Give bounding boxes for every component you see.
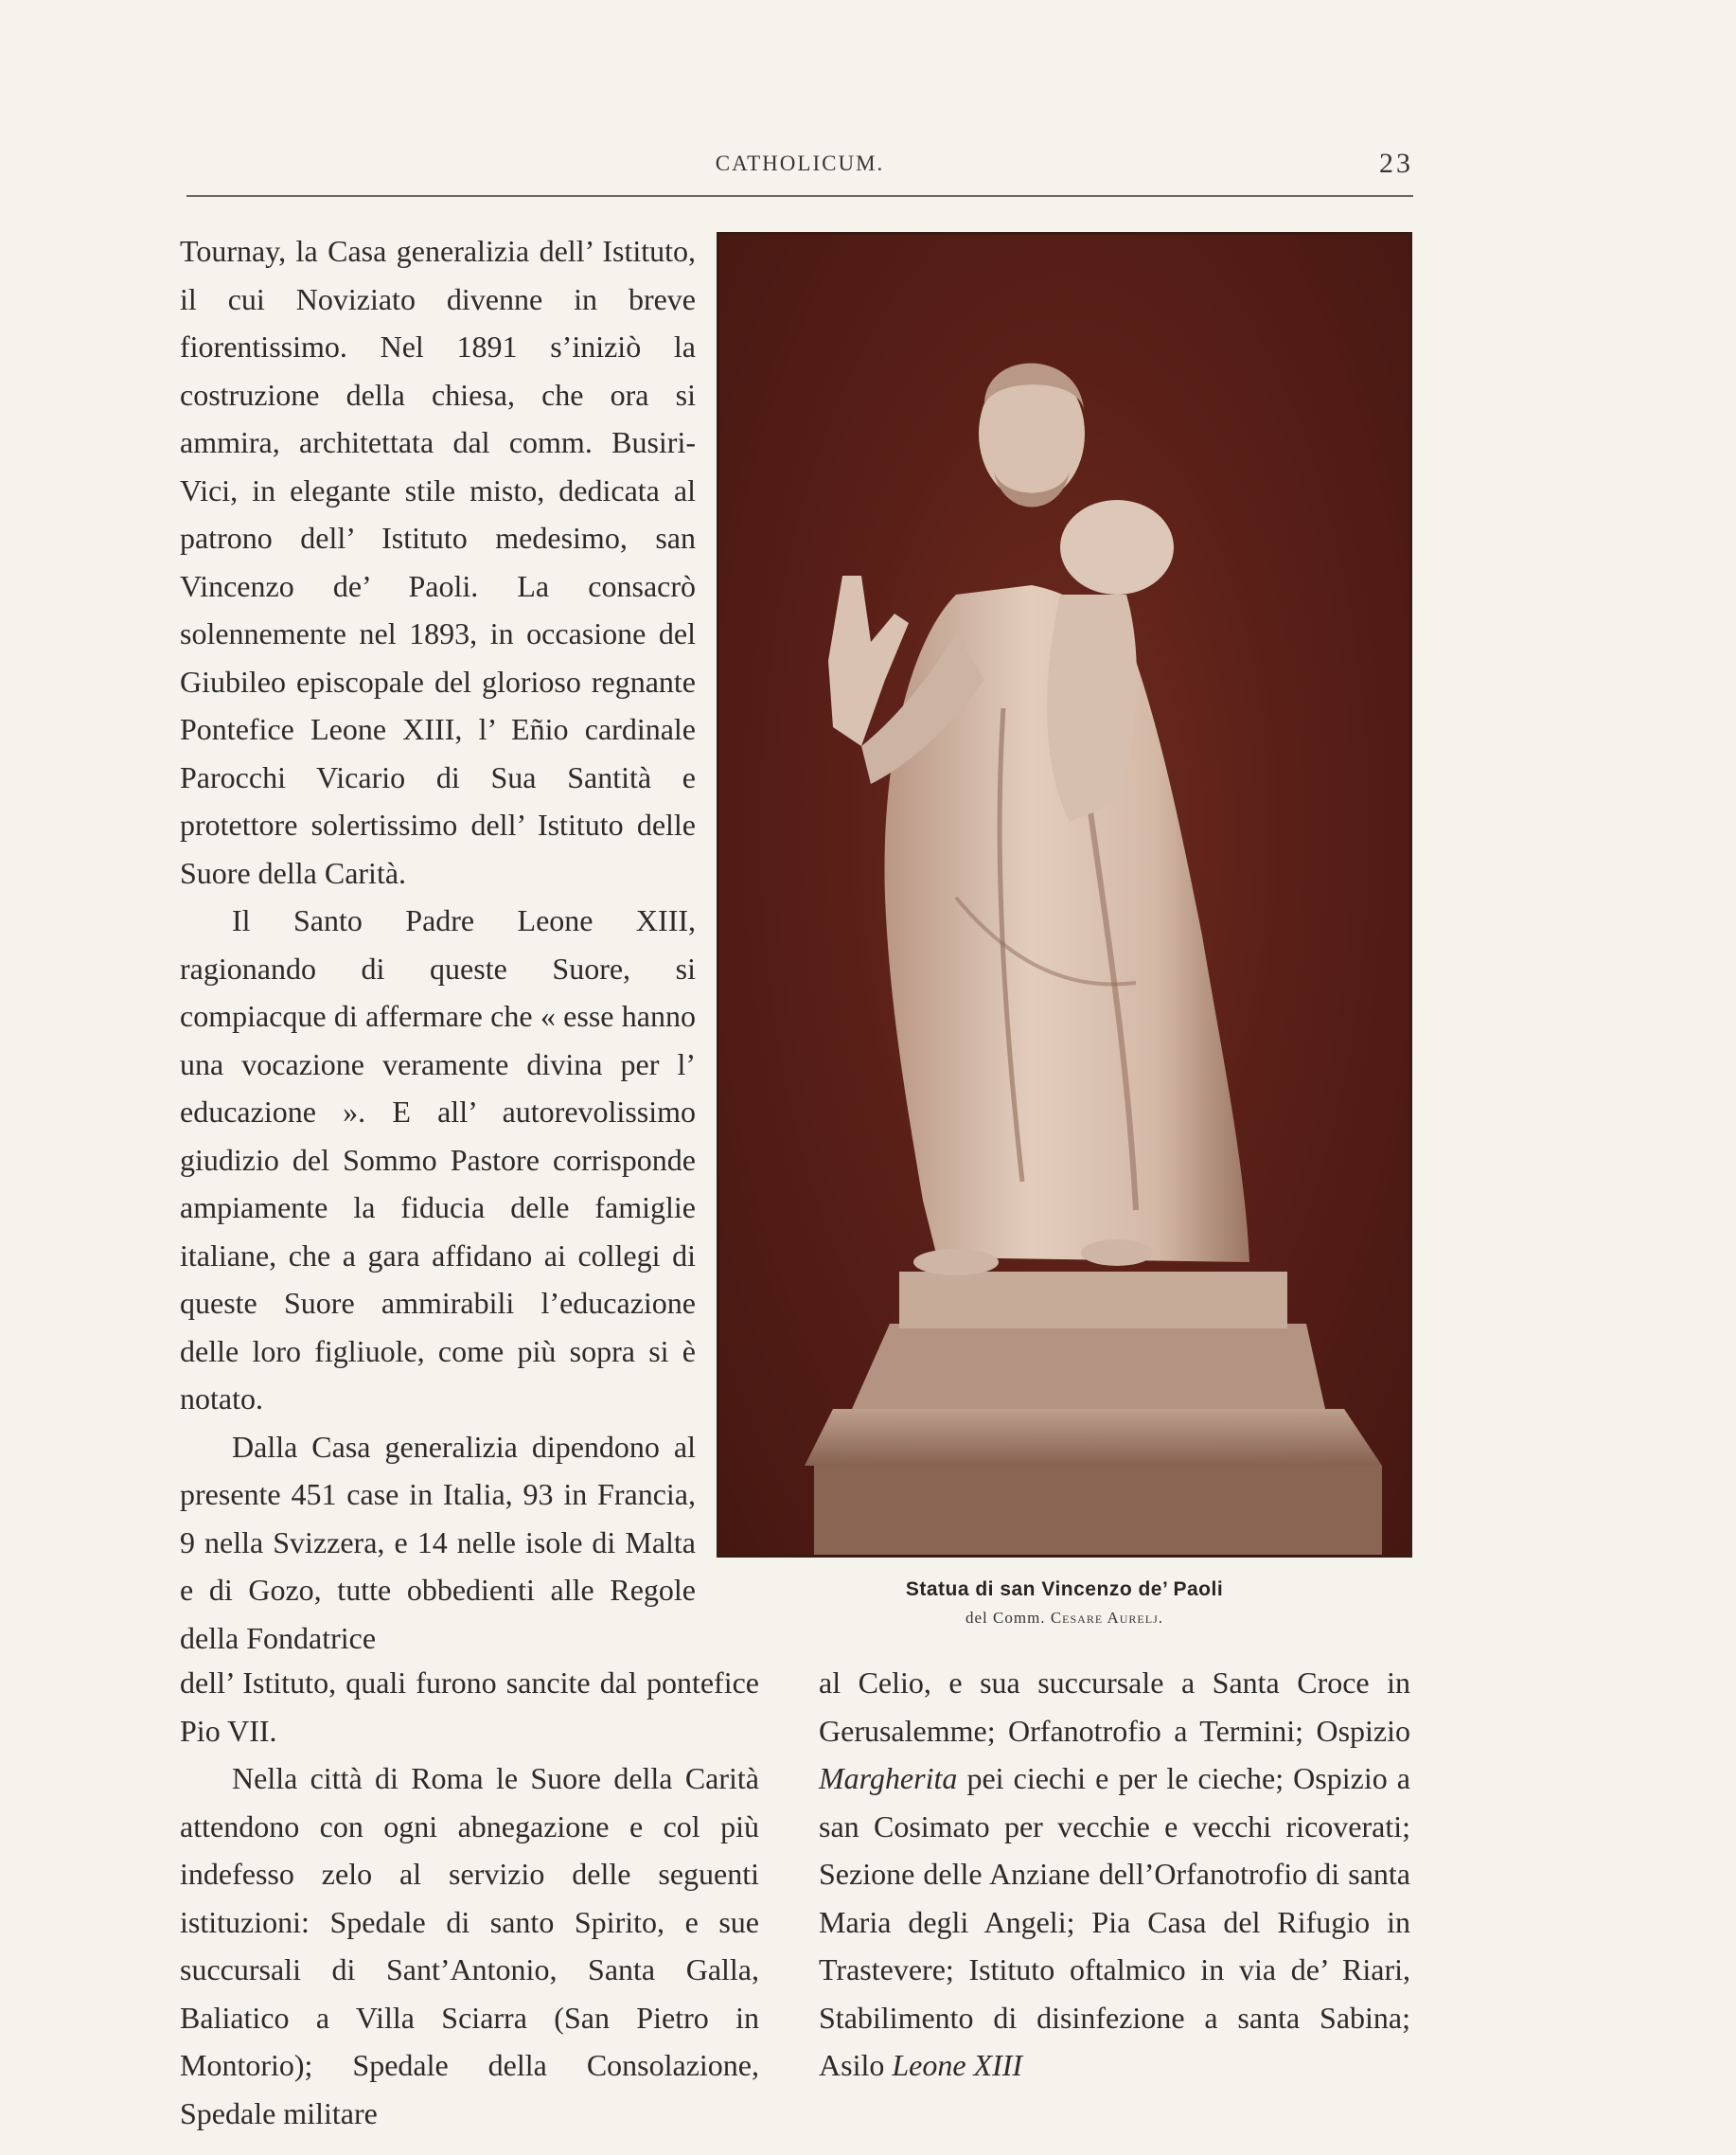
- page-header: [186, 144, 1413, 191]
- paragraph-4-continued: [819, 1659, 1410, 2090]
- paragraph-1: Tournay, la Casa generalizia dell’ Istituto, il cui Noviziato divenne in breve fiorentissimo. Nel 1891 s’iniziò la costruzione della chiesa, che ora si ammira, architettata dal comm. Busiri-Vici, in elegante stile misto, dedicata al patrono dell’ Istituto medesimo, san Vincenzo de’ Paoli. La consacrò solennemente nel 1893, in occasione del Giubileo episcopale del glorioso regnante Pontefice Leone XIII, l’ Eñio cardinale Parocchi Vicario di Sua Santità e protettore solertissimo dell’ Istituto delle Suore della Carità.: [180, 234, 696, 890]
- text-run: pei ciechi e per le cieche; Ospizio a san Cosimato per vecchie e vecchi ricoverati; Sezione delle Anziane dell’Orfanotrofio di santa Maria degli Angeli; Pia Casa del Rifugio in Trastevere; Istituto oftalmico in via de’ Riari, Stabilimento di disinfezione a santa Sabina; Asilo: [819, 1761, 1410, 2082]
- text-run: al Celio, e sua succursale a Santa Croce in Gerusalemme; Orfanotrofio a Termini; Ospizio: [819, 1665, 1410, 1748]
- bottom-right-column: [819, 1659, 1410, 2090]
- paragraph-2: Il Santo Padre Leone XIII, ragionando di queste Suore, si compiacque di affermare che « esse hanno una vocazione veramente divina per l’ educazione ». E all’ autorevolissimo giudizio del Sommo Pastore corrisponde ampiamente la fiducia delle famiglie italiane, che a gara affidano ai collegi di queste Suore ammirabili l’educazione delle loro figliuole, come più sopra si è notato.: [180, 903, 696, 1416]
- caption-prefix: del Comm.: [965, 1609, 1046, 1627]
- page-number: 23: [1379, 148, 1413, 179]
- caption-artist: Cesare Aurelj.: [1050, 1609, 1163, 1627]
- bottom-left-column: [180, 1659, 759, 2137]
- paragraph-3: Dalla Casa generalizia dipendono al presente 451 case in Italia, 93 in Francia, 9 nella Svizzera, e 14 nelle isole di Malta e di Gozo, tutte obbedienti alle Regole della Fondatrice: [180, 1429, 696, 1655]
- italic-name-leone: Leone XIII: [892, 2048, 1023, 2082]
- statue-photograph: [717, 232, 1412, 1558]
- paragraph-4: Nella città di Roma le Suore della Carità attendono con ogni abnegazione e col più indefesso zelo al servizio delle seguenti istituzioni: Spedale di santo Spirito, e sue succursali di Sant’Antonio, Santa Galla, Baliatico a Villa Sciarra (San Pietro in Montorio); Spedale della Consolazione, Spedale militare: [180, 1761, 759, 2130]
- statue-illustration: [719, 235, 1409, 1555]
- figure-caption-credit: [717, 1609, 1412, 1628]
- left-column: [180, 227, 696, 1662]
- header-rule: [186, 195, 1413, 197]
- paragraph-3-continued: dell’ Istituto, quali furono sancite dal pontefice Pio VII.: [180, 1665, 759, 1748]
- running-title: CATHOLICUM.: [715, 151, 885, 175]
- italic-name-margherita: Margherita: [819, 1761, 958, 1795]
- figure-caption-title: Statua di san Vincenzo de’ Paoli: [905, 1578, 1224, 1600]
